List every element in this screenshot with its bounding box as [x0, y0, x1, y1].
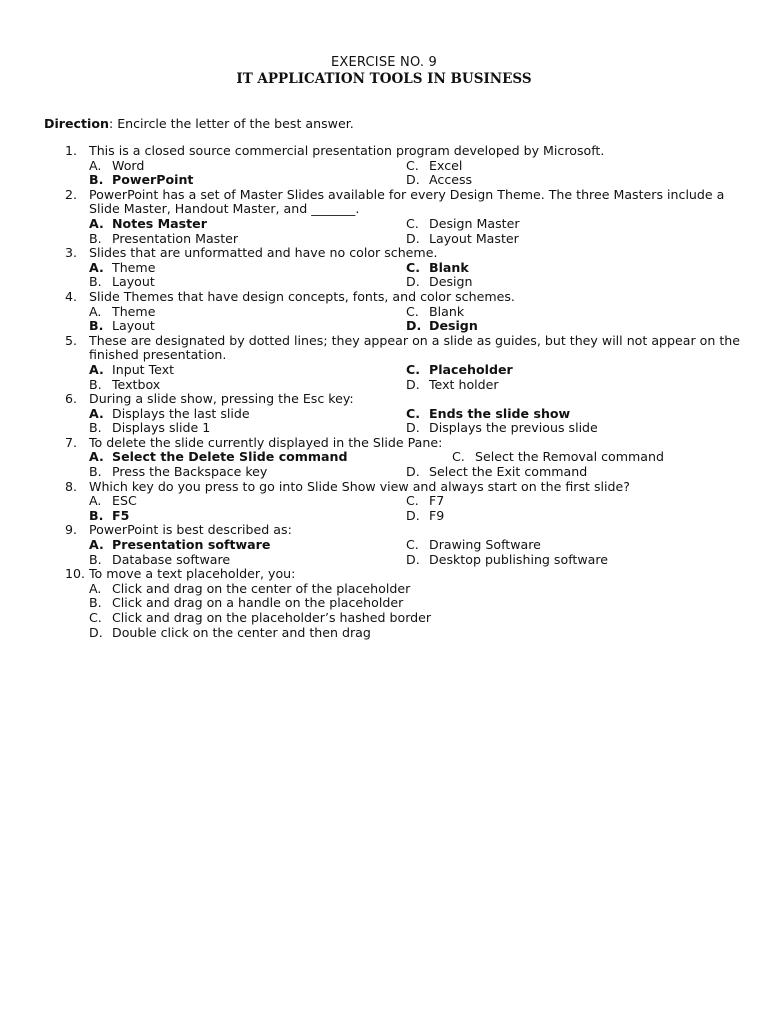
question-number: 8.: [65, 478, 78, 494]
option-text: Textbox: [112, 376, 161, 392]
option-text: Presentation Master: [112, 230, 239, 246]
option-letter: C.: [406, 303, 419, 319]
option-row: [0, 305, 768, 320]
option-letter: D.: [406, 318, 422, 334]
answer-option[interactable]: [89, 582, 410, 597]
option-text: Displays the previous slide: [429, 420, 598, 436]
option-text: Notes Master: [112, 215, 207, 231]
answer-option[interactable]: [406, 378, 499, 393]
question-text: This is a closed source commercial presentation program developed by Microsoft.: [89, 143, 605, 158]
option-letter: C.: [406, 215, 419, 231]
answer-option[interactable]: [89, 173, 193, 188]
option-letter: B.: [89, 318, 104, 334]
option-letter: A.: [89, 361, 104, 377]
option-letter: B.: [89, 551, 102, 567]
option-letter: C.: [406, 537, 419, 553]
option-letter: D.: [406, 172, 420, 188]
option-text: Displays the last slide: [112, 405, 250, 421]
option-letter: A.: [89, 303, 102, 319]
option-text: Select the Exit command: [429, 464, 588, 480]
option-row: [0, 159, 768, 174]
option-letter: D.: [406, 376, 420, 392]
option-letter: C.: [406, 361, 421, 377]
option-letter: C.: [406, 493, 419, 509]
answer-option[interactable]: [406, 363, 513, 378]
question-line: [0, 290, 768, 305]
option-row: [0, 261, 768, 276]
exercise-title: EXERCISE NO. 9: [331, 55, 437, 70]
answer-option[interactable]: [89, 217, 207, 232]
answer-option[interactable]: [89, 159, 144, 174]
option-letter: A.: [89, 580, 102, 596]
option-text: Click and drag on the placeholder’s hashed border: [112, 610, 432, 625]
option-text: Access: [429, 172, 473, 188]
question-number: 6.: [65, 391, 78, 407]
option-text: F5: [112, 507, 130, 523]
option-letter: A.: [89, 537, 104, 553]
option-letter: C.: [406, 259, 421, 275]
option-letter: D.: [406, 464, 420, 480]
option-text: Blank: [429, 303, 465, 319]
answer-option[interactable]: [406, 217, 520, 232]
option-row: [0, 421, 768, 436]
option-letter: C.: [452, 449, 465, 465]
option-text: Design: [429, 318, 478, 334]
answer-option[interactable]: [89, 450, 348, 465]
option-letter: D.: [406, 551, 420, 567]
answer-option[interactable]: [89, 407, 250, 422]
answer-option[interactable]: [89, 494, 137, 509]
option-row: [0, 363, 768, 378]
answer-option[interactable]: [89, 465, 267, 480]
option-letter: C.: [406, 157, 419, 173]
option-text: Layout: [112, 274, 155, 290]
option-text: F9: [429, 507, 445, 523]
option-letter: B.: [89, 230, 102, 246]
option-text: PowerPoint: [112, 172, 194, 188]
answer-option[interactable]: [89, 305, 155, 320]
option-row: [0, 538, 768, 553]
option-row: [0, 494, 768, 509]
option-text: Layout Master: [429, 230, 519, 246]
option-text: Presentation software: [112, 537, 271, 553]
question-line: [0, 246, 768, 261]
option-text: Select the Removal command: [475, 449, 664, 465]
option-letter: C.: [89, 610, 102, 625]
subject-title: IT APPLICATION TOOLS IN BUSINESS: [236, 71, 532, 87]
question-text: During a slide show, pressing the Esc key:: [89, 391, 354, 407]
option-text: Double click on the center and then drag: [112, 624, 371, 640]
question-number: 4.: [65, 288, 78, 304]
question-number: 1.: [65, 143, 78, 158]
question-line: [0, 567, 768, 582]
option-letter: A.: [89, 405, 104, 421]
direction-label: Direction: [44, 116, 109, 131]
option-letter: B.: [89, 507, 104, 523]
answer-option[interactable]: [406, 159, 462, 174]
option-text: Ends the slide show: [429, 405, 571, 421]
option-letter: B.: [89, 420, 102, 436]
option-row: [0, 450, 768, 465]
option-row: [0, 217, 768, 232]
question-text: PowerPoint has a set of Master Slides available for every Design Theme. The three Masters include a: [89, 186, 725, 202]
option-text: Design: [429, 274, 473, 290]
option-text: Theme: [112, 303, 156, 319]
question-text: finished presentation.: [89, 347, 227, 363]
option-text: Word: [112, 157, 145, 173]
answer-option[interactable]: [406, 261, 469, 276]
option-row: [0, 626, 768, 641]
question-number: 9.: [65, 522, 78, 538]
option-text: Displays slide 1: [112, 420, 211, 436]
option-letter: D.: [406, 420, 420, 436]
option-text: Click and drag on the center of the placeholder: [112, 580, 411, 596]
option-text: ESC: [112, 493, 137, 509]
question-line: [0, 436, 768, 451]
option-letter: A.: [89, 157, 102, 173]
option-letter: A.: [89, 215, 104, 231]
option-letter: B.: [89, 274, 102, 290]
option-text: Desktop publishing software: [429, 551, 609, 567]
answer-option[interactable]: [89, 626, 371, 641]
question-line: [0, 202, 768, 217]
option-text: Placeholder: [429, 361, 513, 377]
option-letter: B.: [89, 376, 102, 392]
answer-option[interactable]: [406, 232, 519, 247]
option-text: F7: [429, 493, 445, 509]
question-text: PowerPoint is best described as:: [89, 522, 292, 538]
answer-option[interactable]: [89, 232, 238, 247]
option-letter: A.: [89, 259, 104, 275]
answer-option[interactable]: [89, 319, 155, 334]
option-row: [0, 407, 768, 422]
option-text: Press the Backspace key: [112, 464, 268, 480]
option-text: Layout: [112, 318, 155, 334]
answer-option[interactable]: [406, 407, 570, 422]
answer-option[interactable]: [89, 421, 210, 436]
question-line: [0, 480, 768, 495]
question-text: Slide Themes that have design concepts, fonts, and color schemes.: [89, 288, 515, 304]
option-row: [0, 378, 768, 393]
answer-option[interactable]: [406, 465, 587, 480]
question-text: To delete the slide currently displayed in the Slide Pane:: [89, 434, 443, 450]
answer-option[interactable]: [406, 319, 478, 334]
answer-option[interactable]: [406, 553, 608, 568]
option-text: Blank: [429, 259, 469, 275]
question-number: 5.: [65, 332, 78, 348]
option-text: Drawing Software: [429, 537, 541, 553]
question-line: [0, 523, 768, 538]
option-letter: B.: [89, 595, 102, 611]
option-text: Select the Delete Slide command: [112, 449, 348, 465]
answer-option[interactable]: [89, 378, 160, 393]
option-row: [0, 509, 768, 524]
answer-option[interactable]: [452, 450, 664, 465]
question-number: 7.: [65, 434, 78, 450]
question-list: [0, 144, 768, 640]
question-line: [0, 348, 768, 363]
option-letter: B.: [89, 172, 104, 188]
question-text: Slide Master, Handout Master, and _______.: [89, 201, 360, 217]
option-row: [0, 596, 768, 611]
question-line: [0, 392, 768, 407]
option-letter: D.: [89, 624, 103, 640]
question-text: Slides that are unformatted and have no color scheme.: [89, 245, 438, 261]
question-number: 3.: [65, 245, 78, 261]
question-text: Which key do you press to go into Slide Show view and always start on the first slide?: [89, 478, 630, 494]
option-row: [0, 553, 768, 568]
answer-option[interactable]: [89, 261, 155, 276]
question-line: [0, 188, 768, 203]
option-letter: D.: [406, 230, 420, 246]
question-text: To move a text placeholder, you:: [89, 566, 296, 582]
option-row: [0, 611, 768, 626]
answer-option[interactable]: [89, 363, 174, 378]
option-letter: D.: [406, 507, 420, 523]
question-line: [0, 144, 768, 159]
option-text: Excel: [429, 157, 463, 173]
option-letter: C.: [406, 405, 421, 421]
option-text: Click and drag on a handle on the placeholder: [112, 595, 404, 611]
option-row: [0, 465, 768, 480]
answer-option[interactable]: [89, 596, 403, 611]
question-number: 2.: [65, 186, 78, 202]
answer-option[interactable]: [406, 494, 444, 509]
question-text: These are designated by dotted lines; they appear on a slide as guides, but they will not appear on the: [89, 332, 741, 348]
option-letter: A.: [89, 449, 104, 465]
option-row: [0, 582, 768, 597]
option-row: [0, 319, 768, 334]
answer-option[interactable]: [89, 538, 270, 553]
answer-option[interactable]: [406, 305, 464, 320]
answer-option[interactable]: [89, 611, 431, 626]
option-row: [0, 173, 768, 188]
option-text: Design Master: [429, 215, 520, 231]
option-row: [0, 232, 768, 247]
answer-option[interactable]: [406, 509, 444, 524]
answer-option[interactable]: [406, 421, 598, 436]
answer-option[interactable]: [406, 538, 541, 553]
direction: [44, 116, 354, 131]
option-text: Database software: [112, 551, 231, 567]
question-number: 10.: [65, 566, 86, 582]
answer-option[interactable]: [89, 275, 155, 290]
option-row: [0, 275, 768, 290]
option-letter: D.: [406, 274, 420, 290]
option-letter: A.: [89, 493, 102, 509]
answer-option[interactable]: [89, 553, 230, 568]
option-text: Input Text: [112, 361, 175, 377]
direction-text: : Encircle the letter of the best answer.: [108, 116, 354, 131]
option-text: Theme: [112, 259, 156, 275]
option-letter: B.: [89, 464, 102, 480]
question-line: [0, 334, 768, 349]
answer-option[interactable]: [89, 509, 129, 524]
answer-option[interactable]: [406, 275, 472, 290]
answer-option[interactable]: [406, 173, 472, 188]
option-text: Text holder: [429, 376, 499, 392]
